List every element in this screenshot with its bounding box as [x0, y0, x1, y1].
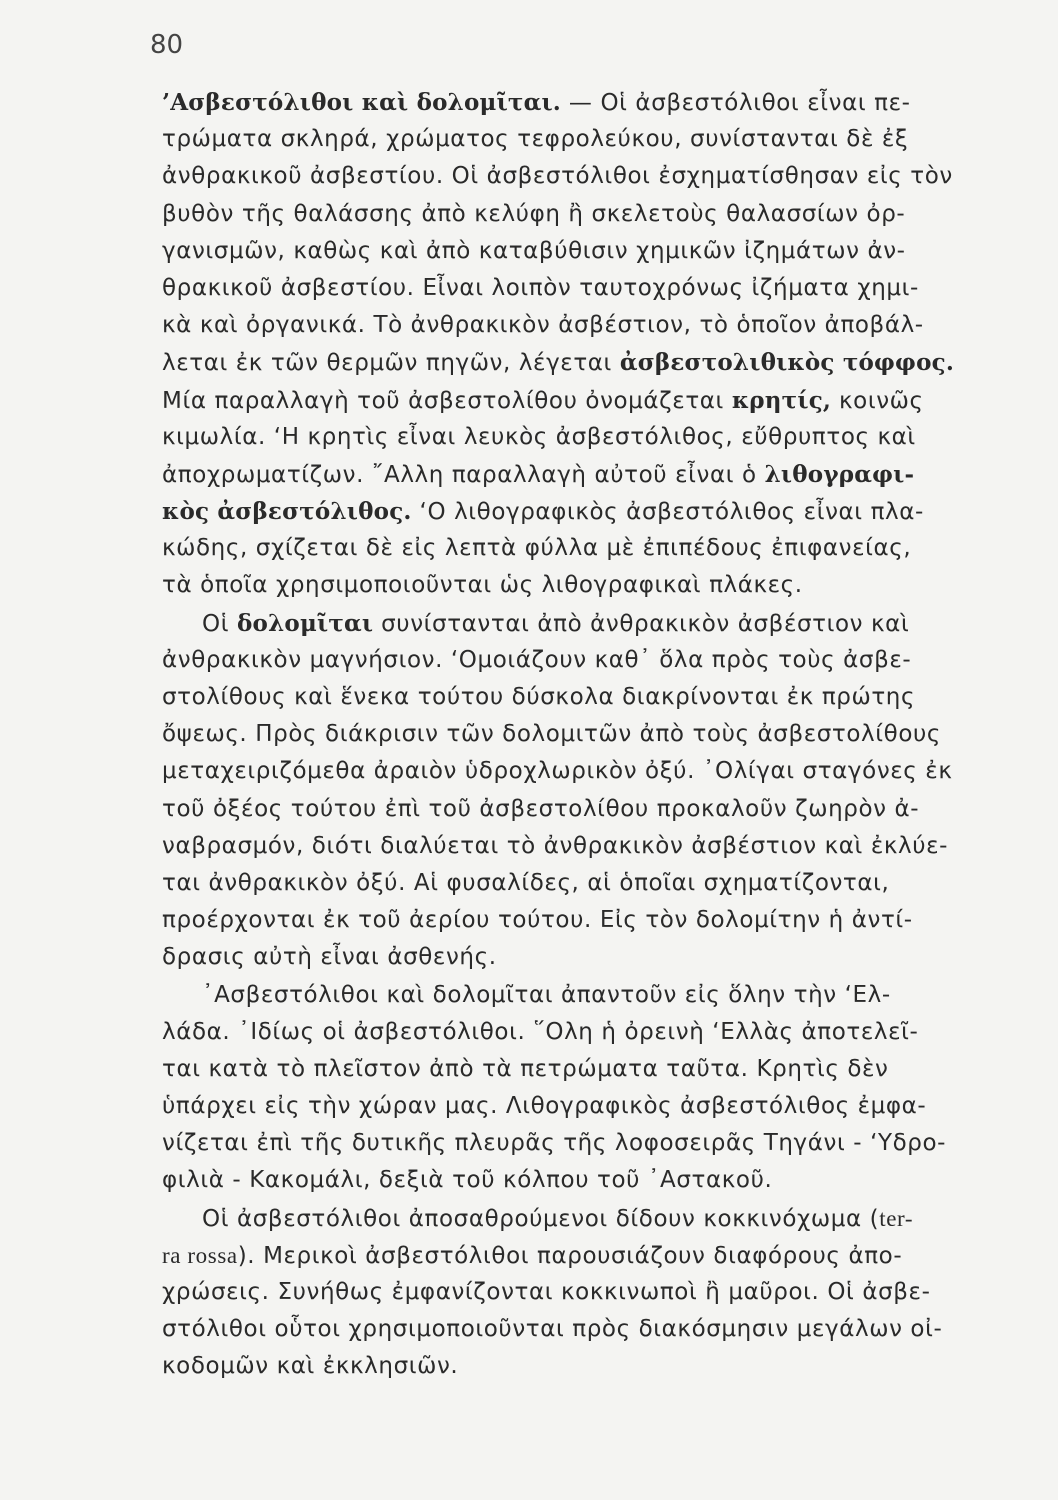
text-line [162, 270, 1040, 307]
text-line [162, 1051, 1040, 1088]
text-line [162, 493, 1040, 530]
text-line [162, 1348, 1040, 1385]
text-run: λάδα. ᾿Ιδίως οἱ ἀσβεστόλιθοι. ῞Ολη ἡ ὀρεινὴ ‘Ελλὰς ἀποτελεῖ- [162, 1018, 919, 1045]
text-line [162, 1125, 1040, 1162]
text-line [162, 1274, 1040, 1311]
text-run: κιμωλία. ‘Η κρητὶς εἶναι λευκὸς ἀσβεστόλιθος, εὔθρυπτος καὶ [162, 423, 916, 450]
text-line [162, 1311, 1040, 1348]
text-run: ‘Ο λιθογραφικὸς ἀσβεστόλιθος εἶναι πλα- [411, 499, 924, 526]
text-line [162, 307, 1040, 344]
text-line [162, 1237, 1040, 1274]
body-text [162, 84, 1040, 1386]
text-run: φιλιὰ - Κακομάλι, δεξιὰ τοῦ κόλπου τοῦ ᾿Αστακοῦ. [162, 1167, 773, 1194]
bold-term: κρητίς, [731, 386, 832, 414]
text-run: ναβρασμόν, διότι διαλύεται τὸ ἀνθρακικὸν ἀσβέστιον καὶ ἐκλύε- [162, 832, 949, 859]
text-line [162, 716, 1040, 753]
text-run: ται ἀνθρακικὸν ὀξύ. Αἱ φυσαλίδες, αἱ ὁποῖαι σχηματίζονται, [162, 869, 890, 896]
bold-term: κὸς ἀσβεστόλιθος. [162, 498, 412, 526]
text-line [162, 1014, 1040, 1051]
text-run: ὄψεως. Πρὸς διάκρισιν τῶν δολομιτῶν ἀπὸ τοὺς ἀσβεστολίθους [162, 721, 941, 748]
text-run: μεταχειριζόμεθα ἀραιὸν ὑδροχλωρικὸν ὀξύ. ᾿Ολίγαι σταγόνες ἐκ [162, 758, 953, 785]
text-line [162, 419, 1040, 456]
text-run: νίζεται ἐπὶ τῆς δυτικῆς πλευρᾶς τῆς λοφοσειρᾶς Τηγάνι - ‘Υδρο- [162, 1130, 947, 1157]
text-run: Μία παραλλαγὴ τοῦ ἀσβεστολίθου ὀνομάζεται [162, 387, 732, 414]
text-line [162, 382, 1040, 419]
text-run: ra rossa [162, 1242, 238, 1268]
text-run: στόλιθοι οὗτοι χρησιμοποιοῦνται πρὸς διακόσμησιν μεγάλων οἰ- [162, 1316, 943, 1343]
text-run: γανισμῶν, καθὼς καὶ ἀπὸ καταβύθισιν χημικῶν ἰζημάτων ἀν- [162, 237, 906, 264]
text-run: κοδομῶν καὶ ἐκκλησιῶν. [162, 1353, 459, 1380]
text-line [162, 567, 1040, 604]
text-line [162, 828, 1040, 865]
text-run: τοῦ ὀξέος τούτου ἐπὶ τοῦ ἀσβεστολίθου προκαλοῦν ζωηρὸν ἀ- [162, 795, 920, 822]
text-run: κοινῶς [831, 387, 924, 414]
text-line [162, 865, 1040, 902]
text-run: ται κατὰ τὸ πλεῖστον ἀπὸ τὰ πετρώματα ταῦτα. Κρητὶς δὲν [162, 1055, 889, 1082]
text-run: ter- [879, 1205, 914, 1231]
text-line [162, 642, 1040, 679]
text-line [162, 84, 1040, 121]
text-run: κώδης, σχίζεται δὲ εἰς λεπτὰ φύλλα μὲ ἐπιπέδους ἐπιφανείας, [162, 535, 912, 562]
text-run: ἀνθρακικὸν μαγνήσιον. ‘Ομοιάζουν καθ᾿ ὅλα πρὸς τοὺς ἀσβε- [162, 646, 912, 673]
text-run: συνίστανται ἀπὸ ἀνθρακικὸν ἀσβέστιον καὶ [373, 610, 910, 637]
text-line [162, 1088, 1040, 1125]
text-line [162, 939, 1040, 976]
bold-term: ἀσβεστολιθικὸς τόφφος. [619, 349, 955, 377]
text-line [162, 791, 1040, 828]
text-run: ἀνθρακικοῦ ἀσβεστίου. Οἱ ἀσβεστόλιθοι ἐσχηματίσθησαν εἰς τὸν [162, 163, 953, 190]
text-run: ᾿Ασβεστόλιθοι καὶ δολομῖται ἀπαντοῦν εἰς ὅλην τὴν ‘Ελ- [202, 981, 891, 1008]
text-run: κὰ καὶ ὀργανικά. Τὸ ἀνθρακικὸν ἀσβέστιον, τὸ ὁποῖον ἀποβάλ- [162, 312, 924, 339]
text-run: στολίθους καὶ ἕνεκα τούτου δύσκολα διακρίνονται ἐκ πρώτης [162, 684, 916, 710]
text-run: ). Μερικοὶ ἀσβεστόλιθοι παρουσιάζουν διαφόρους ἀπο- [237, 1242, 903, 1269]
text-run: θρακικοῦ ἀσβεστίου. Εἶναι λοιπὸν ταυτοχρόνως ἰζήματα χημι- [162, 274, 919, 301]
text-line [162, 977, 1040, 1014]
text-line [162, 344, 1040, 381]
text-run: προέρχονται ἐκ τοῦ ἀερίου τούτου. Εἰς τὸν δολομίτην ἡ ἀντί- [162, 907, 913, 934]
text-run: Οἱ ἀσβεστόλιθοι ἀποσαθρούμενοι δίδουν κοκκινόχωμα ( [202, 1205, 880, 1232]
bold-term: δολομῖται [237, 609, 374, 637]
text-run: Οἱ [202, 610, 237, 637]
bold-term: ’Ασβεστόλιθοι καὶ δολομῖται. [162, 89, 562, 116]
text-run: λεται ἐκ τῶν θερμῶν πηγῶν, λέγεται [162, 350, 620, 377]
text-line [162, 233, 1040, 270]
text-line [162, 902, 1040, 939]
text-line [162, 753, 1040, 790]
paragraph [162, 977, 1040, 1200]
text-line [162, 1200, 1040, 1237]
text-line [162, 679, 1040, 716]
text-run: τὰ ὁποῖα χρησιμοποιοῦνται ὡς λιθογραφικαὶ πλάκες. [162, 572, 803, 599]
text-run: χρώσεις. Συνήθως ἐμφανίζονται κοκκινωποὶ ἢ μαῦροι. Οἱ ἀσβε- [162, 1279, 931, 1305]
text-run: ὑπάρχει εἰς τὴν χώραν μας. Λιθογραφικὸς ἀσβεστόλιθος ἐμφα- [162, 1093, 927, 1120]
text-line [162, 605, 1040, 642]
paragraph [162, 84, 1040, 605]
text-line [162, 196, 1040, 233]
page-number: 80 [150, 30, 184, 60]
paragraph [162, 605, 1040, 977]
text-run: δρασις αὐτὴ εἶναι ἀσθενής. [162, 944, 497, 971]
bold-term: λιθογραφι- [764, 460, 915, 488]
text-line [162, 1162, 1040, 1199]
text-run: ἀποχρωματίζων. ῎Αλλη παραλλαγὴ αὐτοῦ εἶναι ὁ [162, 461, 765, 488]
text-line [162, 121, 1040, 158]
text-line [162, 530, 1040, 567]
text-run: βυθὸν τῆς θαλάσσης ἀπὸ κελύφη ἢ σκελετοὺς θαλασσίων ὀρ- [162, 200, 906, 227]
text-run: — Οἱ ἀσβεστόλιθοι εἶναι πε- [561, 90, 911, 116]
text-run: τρώματα σκληρά, χρώματος τεφρολεύκου, συνίστανται δὲ ἐξ [162, 126, 909, 153]
text-line [162, 456, 1040, 493]
paragraph [162, 1200, 1040, 1386]
text-line [162, 158, 1040, 195]
